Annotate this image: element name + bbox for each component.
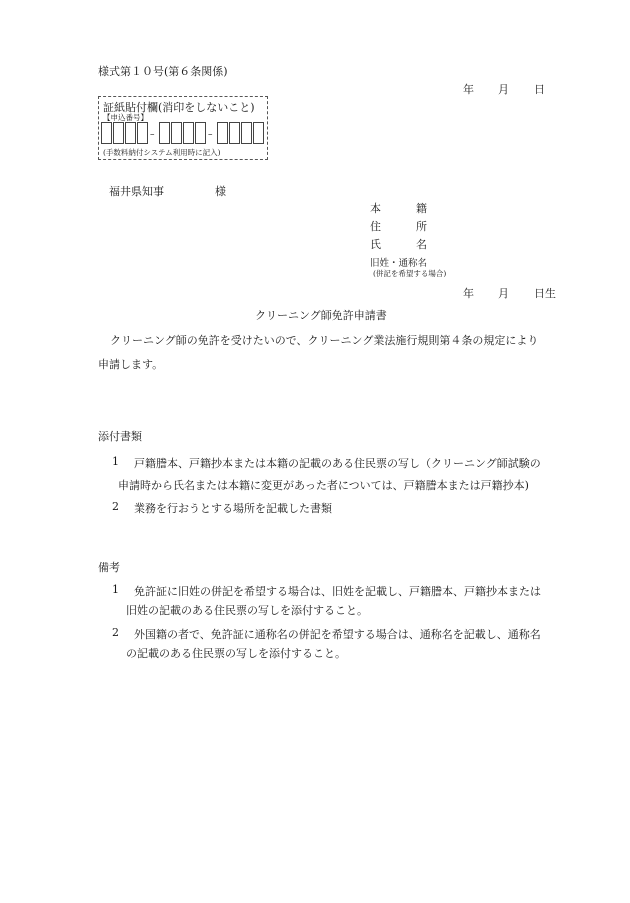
attachment-2-line-1: 業務を行おうとする場所を記載した書類 <box>134 502 332 515</box>
honseki-label-b: 籍 <box>416 202 427 215</box>
digit-cell[interactable] <box>241 122 252 144</box>
shimei-label-a: 氏 <box>370 238 381 251</box>
form-number: 様式第１０号(第６条関係) <box>98 65 228 78</box>
digit-cell[interactable] <box>195 122 206 144</box>
birth-month-label: 月 <box>498 287 509 300</box>
digit-cell[interactable] <box>183 122 194 144</box>
date-day-label: 日 <box>534 83 545 96</box>
attachments-heading: 添付書類 <box>98 430 142 443</box>
digit-cell[interactable] <box>171 122 182 144</box>
application-number-label: 【申込番号】 <box>103 113 148 122</box>
attachment-2-number: 2 <box>112 500 119 513</box>
stamp-area-note: (手数料納付システム利用時に記入) <box>103 148 221 157</box>
digit-cell[interactable] <box>253 122 264 144</box>
digit-cell[interactable] <box>229 122 240 144</box>
remark-1-number: 1 <box>112 583 119 596</box>
digit-cell[interactable] <box>137 122 148 144</box>
document-title: クリーニング師免許申請書 <box>255 309 387 322</box>
stamp-area-title: 証紙貼付欄(消印をしないこと) <box>103 101 255 114</box>
remark-2-line-1: 外国籍の者で、免許証に通称名の併記を希望する場合は、通称名を記載し、通称名 <box>134 628 541 641</box>
honseki-label-a: 本 <box>370 202 381 215</box>
shimei-label-b: 名 <box>416 238 427 251</box>
addressee-name: 福井県知事 <box>109 185 164 198</box>
stamp-area <box>98 96 268 160</box>
body-line-2: 申請します。 <box>98 358 164 371</box>
digit-cell[interactable] <box>159 122 170 144</box>
digit-cell[interactable] <box>101 122 112 144</box>
remarks-heading: 備考 <box>98 561 120 574</box>
attachment-1-number: 1 <box>112 455 119 468</box>
attachment-1-line-1: 戸籍謄本、戸籍抄本または本籍の記載のある住民票の写し（クリーニング師試験の <box>134 457 541 470</box>
jusho-label-a: 住 <box>370 220 381 233</box>
kyusei-note: (併記を希望する場合) <box>373 269 447 278</box>
addressee-suffix: 様 <box>215 185 226 198</box>
remark-1-line-2: 旧姓の記載のある住民票の写しを添付すること。 <box>126 604 368 617</box>
birth-year-label: 年 <box>463 287 474 300</box>
digit-cell[interactable] <box>217 122 228 144</box>
kyusei-label: 旧姓・通称名 <box>370 258 428 269</box>
separator-dash: – <box>208 130 213 140</box>
remark-2-line-2: の記載のある住民票の写しを添付すること。 <box>126 647 346 660</box>
separator-dash: – <box>150 130 155 140</box>
remark-1-line-1: 免許証に旧姓の併記を希望する場合は、旧姓を記載し、戸籍謄本、戸籍抄本または <box>134 585 541 598</box>
body-line-1: クリーニング師の免許を受けたいので、クリーニング業法施行規則第４条の規定により <box>110 334 539 347</box>
birth-day-label: 日生 <box>534 287 556 300</box>
attachment-1-line-2: 申請時から氏名または本籍に変更があった者については、戸籍謄本または戸籍抄本) <box>118 479 529 492</box>
remark-2-number: 2 <box>112 626 119 639</box>
digit-cell[interactable] <box>113 122 124 144</box>
date-year-label: 年 <box>463 83 474 96</box>
digit-cell[interactable] <box>125 122 136 144</box>
date-month-label: 月 <box>498 83 509 96</box>
jusho-label-b: 所 <box>416 220 427 233</box>
